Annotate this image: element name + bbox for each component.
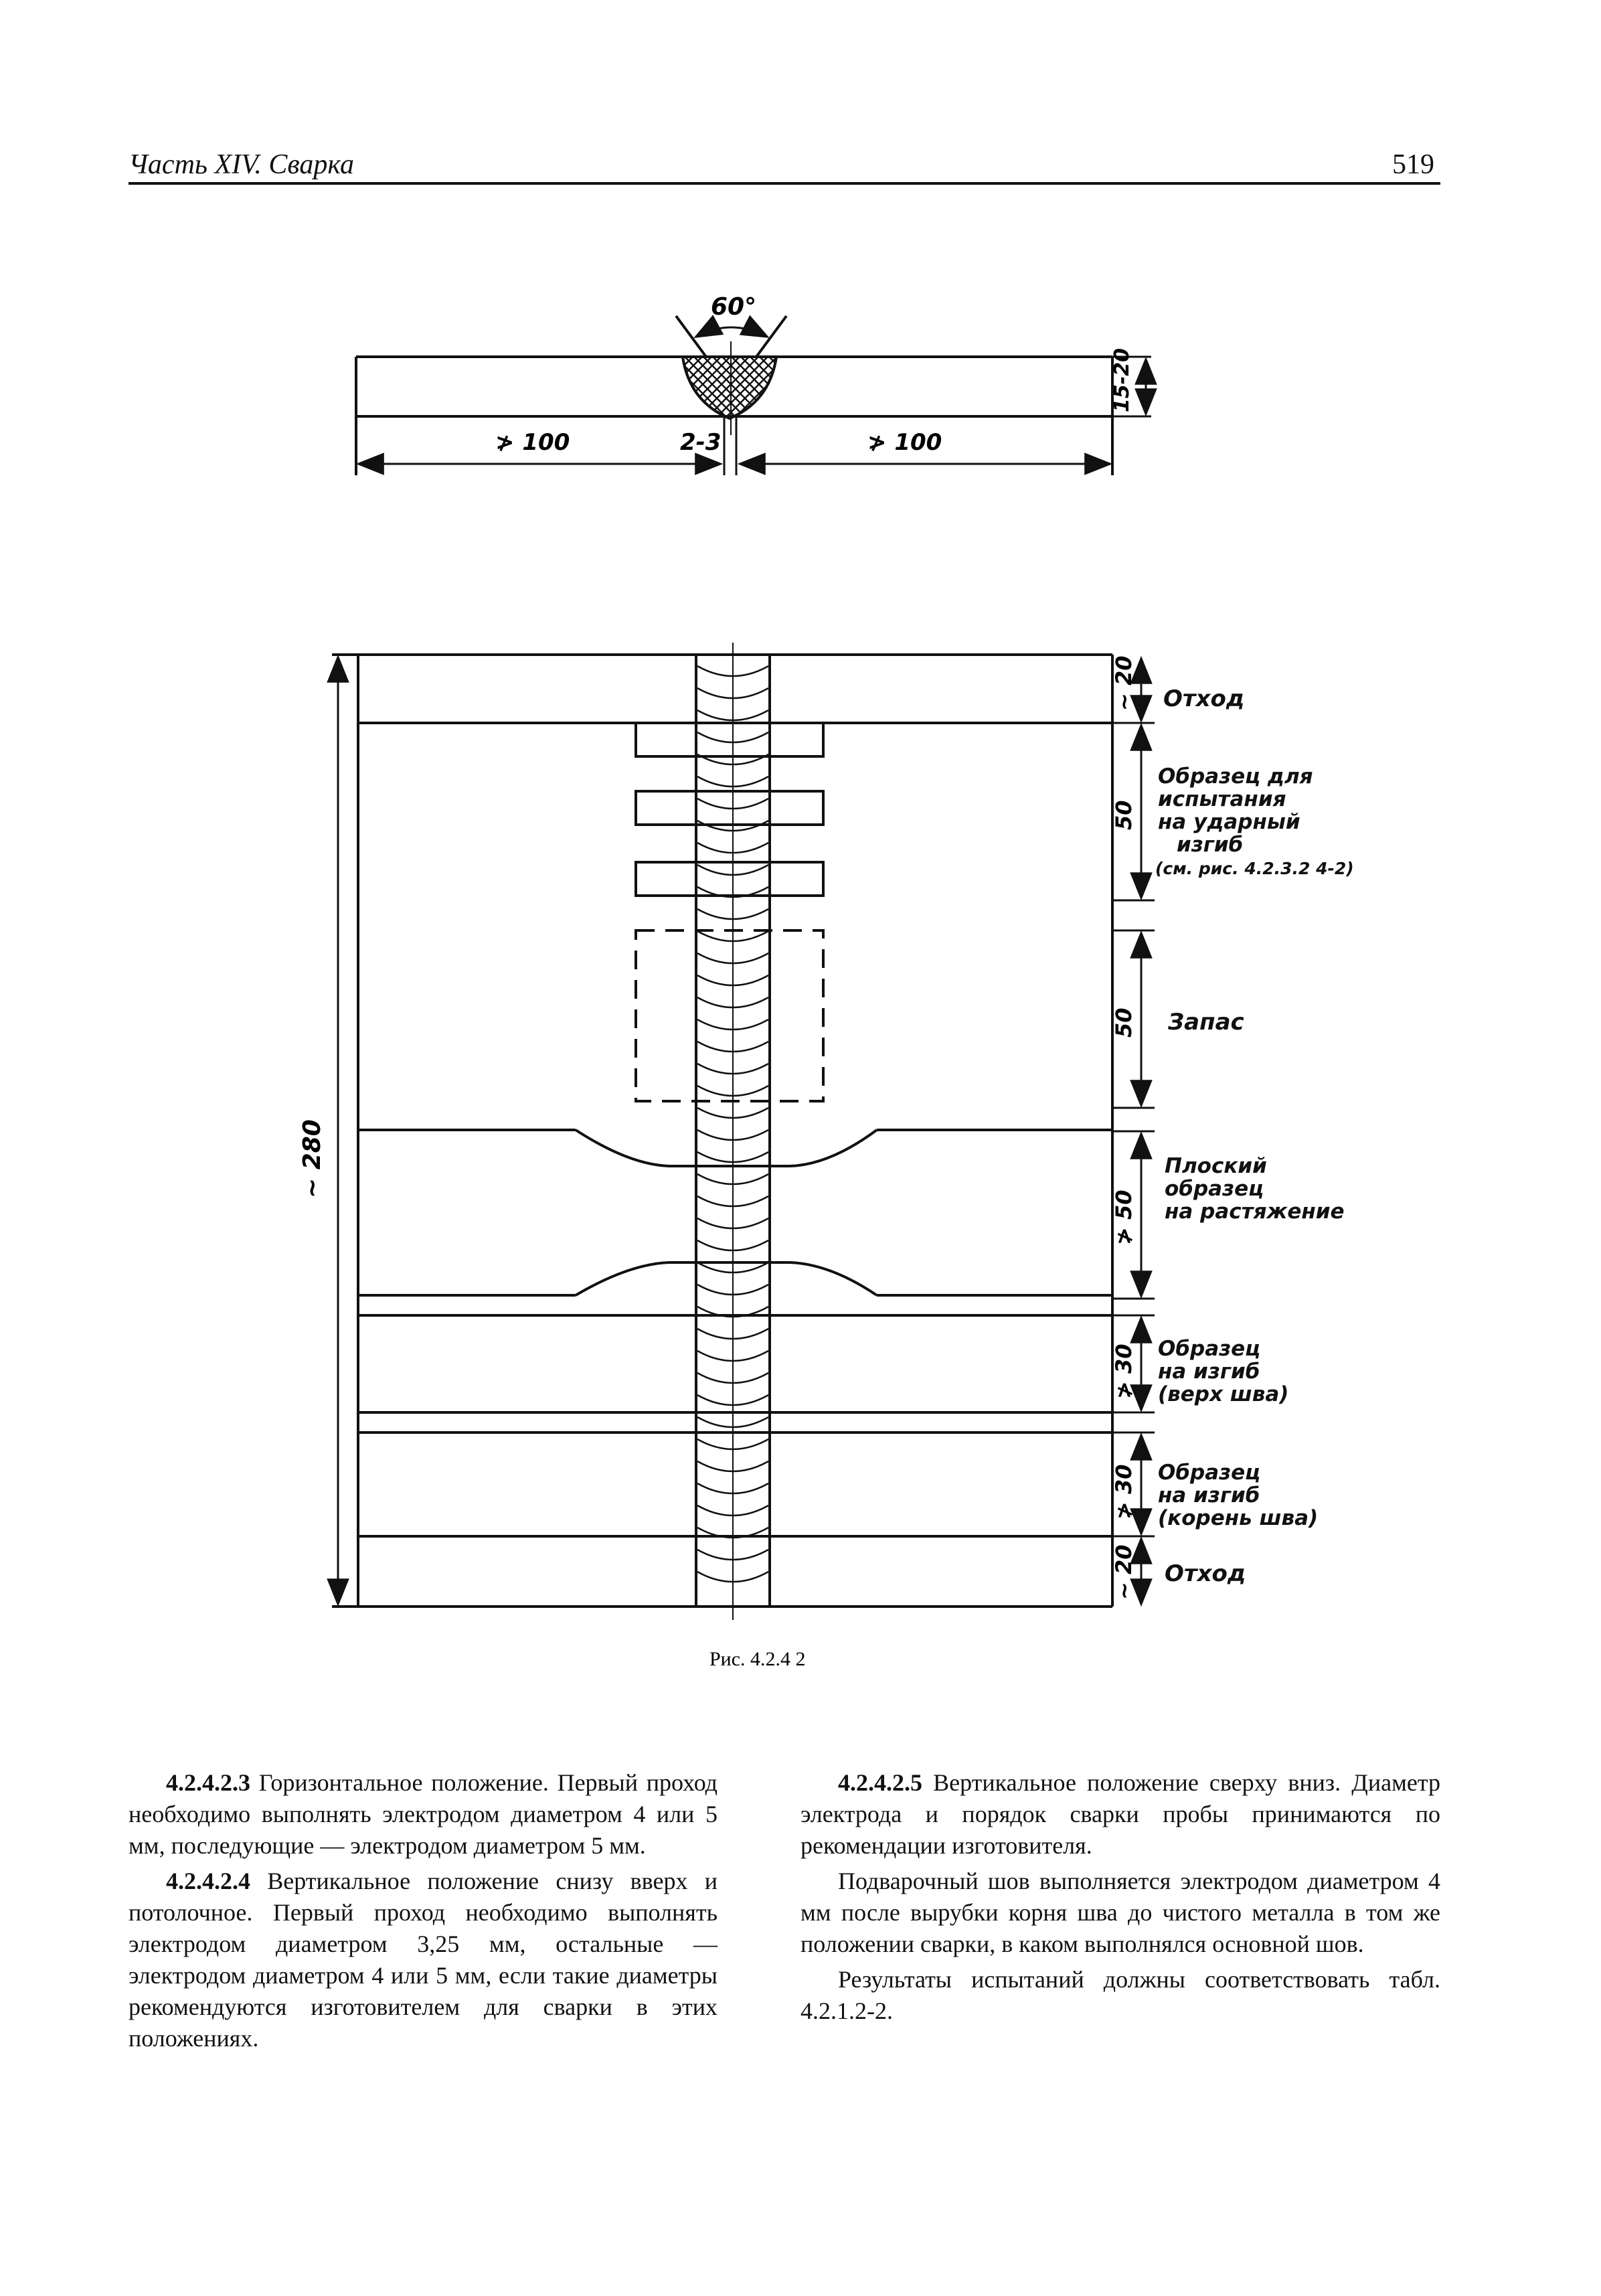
groove-left-line: [676, 316, 706, 357]
paragraph-number: 4.2.4.2.3: [166, 1769, 250, 1796]
paragraph-number: 4.2.4.2.4: [166, 1868, 250, 1894]
tensile-neck-bottom: [576, 1262, 877, 1295]
zone-label-impact-4: изгиб: [1177, 833, 1244, 857]
angle-arc: [696, 327, 767, 337]
impact-specimen-3: [636, 862, 823, 896]
zone-label-impact-2: испытания: [1158, 787, 1286, 811]
tensile-neck-top: [576, 1130, 877, 1166]
zone-label-impact-3: на ударный: [1158, 810, 1300, 834]
zone-label-impact-5: (см. рис. 4.2.3.2 4-2): [1155, 859, 1354, 878]
paragraph-4-2-4-2-4: [129, 1866, 718, 2054]
zone-label-waste-bottom: Отход: [1165, 1560, 1246, 1587]
zone-dim-tensile: ≯ 50: [1111, 1190, 1136, 1245]
zone-label-impact-1: Образец для: [1158, 764, 1313, 789]
zone-dim-waste-top: ~ 20: [1111, 655, 1136, 711]
zone-label-bend-face-2: на изгиб: [1158, 1360, 1260, 1384]
zone-label-bend-root-3: (корень шва): [1158, 1506, 1319, 1530]
left-length-label: ≯ 100: [495, 429, 570, 456]
zone-label-waste-top: Отход: [1163, 685, 1245, 712]
zone-dim-waste-bottom: ~ 20: [1111, 1544, 1136, 1600]
paragraph-text: Вертикальное положение снизу вверх и потолочное. Первый проход необходимо выполнять электродом диаметром 3,25 мм, остальные — электродом диаметром 4 или 5 мм, если такие диаметры рекомендуются изготовителем для сварки в этих положениях.: [129, 1868, 718, 2052]
paragraph-results: Результаты испытаний должны соответствовать табл. 4.2.1.2-2.: [800, 1966, 1440, 2024]
paragraph-text: Горизонтальное положение. Первый проход необходимо выполнять электродом диаметром 4 или 5 мм, последующие — электродом диаметром 5 мм.: [129, 1769, 718, 1859]
paragraph-text: Вертикальное положение сверху вниз. Диаметр электрода и порядок сварки пробы принимаются по рекомендации изготовителя.: [800, 1769, 1440, 1859]
zone-label-tensile-1: Плоский: [1165, 1154, 1267, 1178]
running-header-section: Часть XIV. Сварка: [129, 149, 354, 180]
impact-specimen-1: [636, 723, 823, 756]
paragraph-4-2-4-2-3: [129, 1767, 718, 1862]
cutting-plan: [332, 643, 1112, 1620]
zone-label-bend-root-1: Образец: [1158, 1461, 1261, 1485]
total-length-label: ~ 280: [299, 1119, 326, 1198]
zone-dim-reserve: 50: [1111, 1007, 1136, 1038]
paragraph-backing-weld: Подварочный шов выполняется электродом диаметром 4 мм после вырубки корня шва до чистого металла в том же положении сварки, в каком выполнялся основной шов.: [800, 1868, 1440, 1957]
zone-dim-bend-root: ≯ 30: [1111, 1464, 1136, 1520]
zone-label-tensile-2: образец: [1165, 1177, 1264, 1201]
zone-dim-impact: 50: [1111, 800, 1136, 830]
text-column-left: [129, 1767, 718, 2058]
zone-label-tensile-3: на растяжение: [1165, 1200, 1345, 1224]
figure-caption: Рис. 4.2.4 2: [709, 1648, 806, 1670]
joint-cross-section: [356, 316, 1151, 475]
gap-label: 2-3: [680, 429, 722, 456]
zone-label-bend-face-3: (верх шва): [1158, 1382, 1289, 1406]
groove-right-line: [756, 316, 786, 357]
thickness-label: 15-20: [1110, 348, 1134, 412]
angle-label: 60°: [711, 293, 757, 321]
reserve-area: [636, 930, 823, 1101]
zone-label-bend-face-1: Образец: [1158, 1337, 1261, 1361]
right-length-label: ≯ 100: [867, 429, 942, 456]
zone-label-reserve: Запас: [1168, 1009, 1244, 1036]
zone-dim-bend-face: ≯ 30: [1111, 1343, 1136, 1399]
zone-label-bend-root-2: на изгиб: [1158, 1483, 1260, 1507]
weld-bead: [683, 357, 776, 418]
page-number: 519: [1392, 149, 1434, 180]
text-column-right: [800, 1767, 1440, 2031]
paragraph-4-2-4-2-5: [800, 1767, 1440, 1862]
paragraph-number: 4.2.4.2.5: [838, 1769, 922, 1796]
